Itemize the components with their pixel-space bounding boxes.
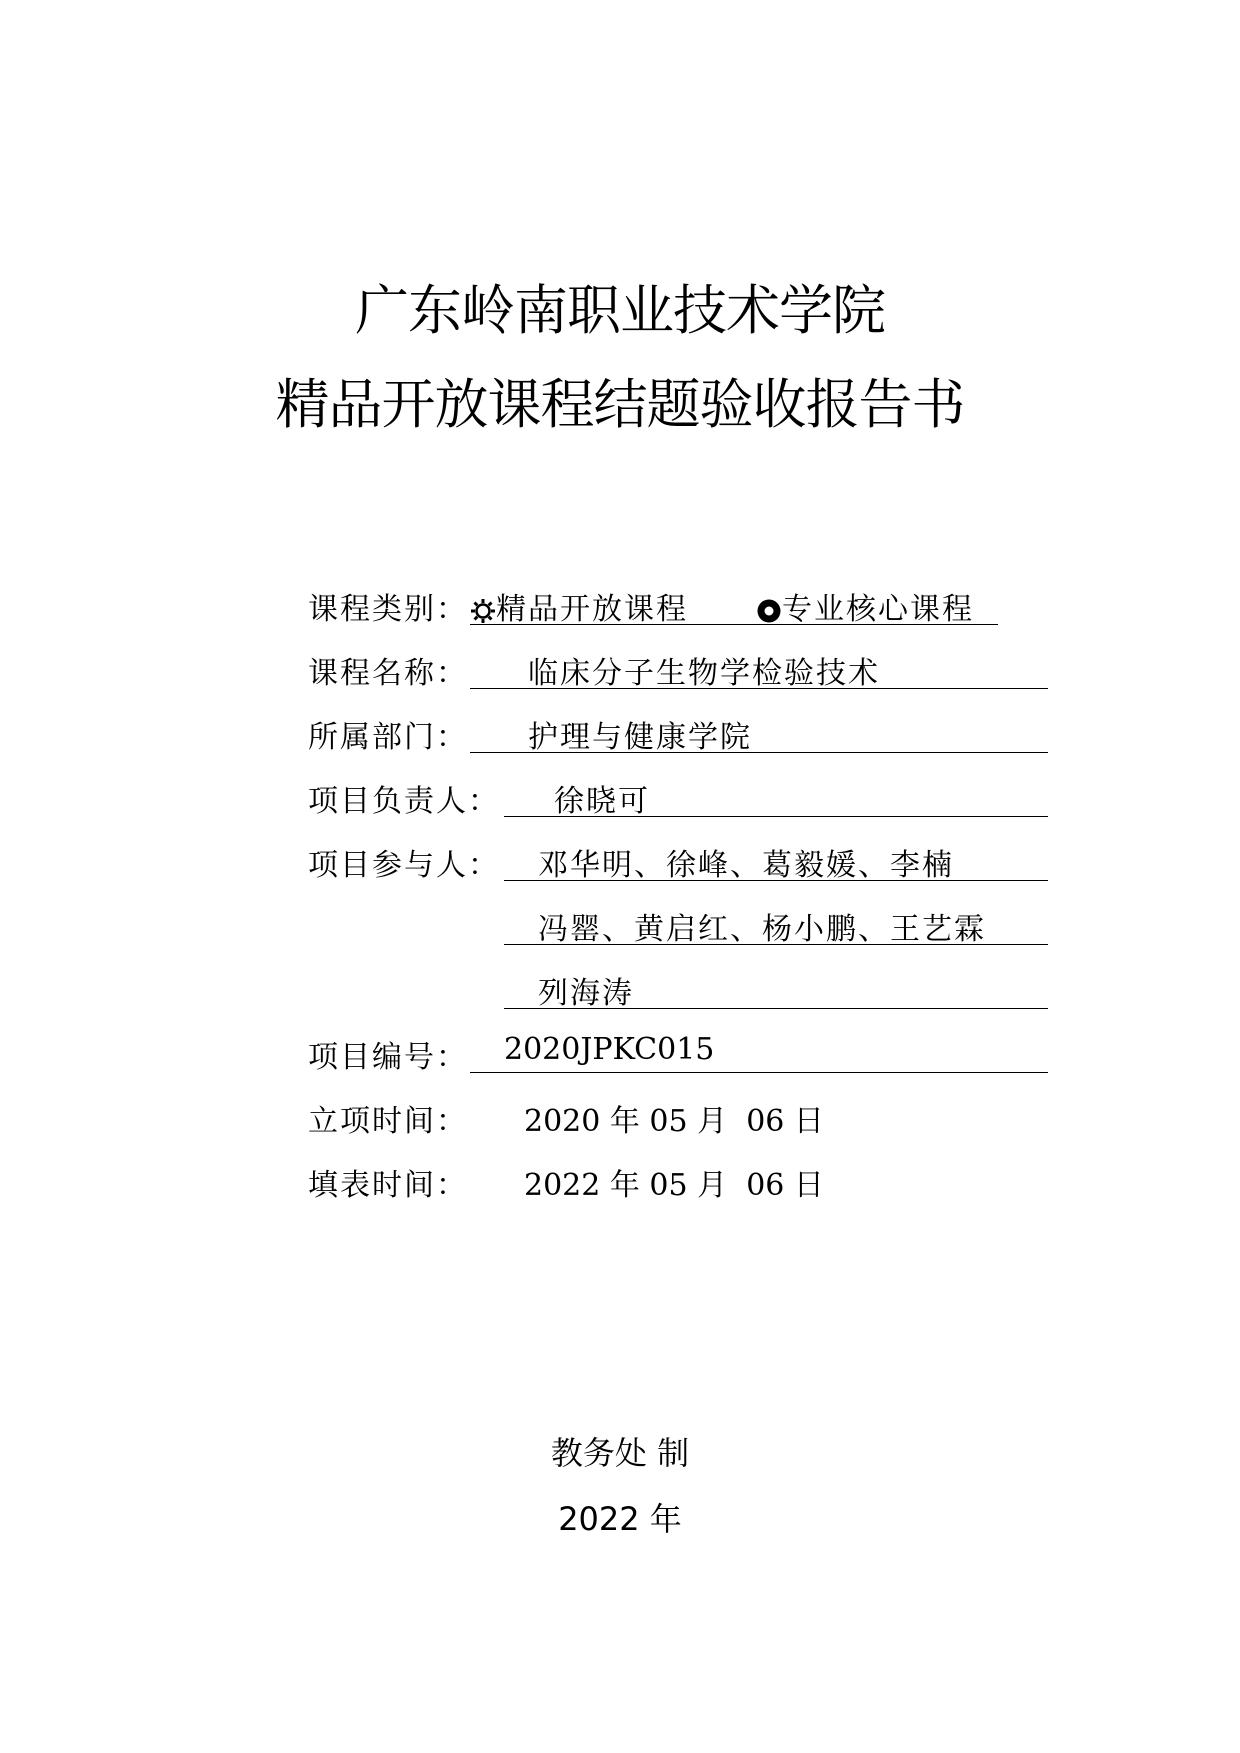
document-title-line1: 广东岭南职业技术学院 [355, 279, 885, 342]
participants-line1: 邓华明、徐峰、葛毅媛、李楠 [538, 848, 954, 883]
leader-value: 徐晓可 [554, 784, 650, 819]
fill-date-label: 填表时间： [308, 1168, 468, 1203]
issue-year: 2022 年 [558, 1500, 682, 1538]
category-option-core[interactable] [756, 584, 974, 628]
department-label: 所属部门： [308, 720, 468, 755]
leader-label: 项目负责人： [308, 784, 500, 819]
radio-selected-icon [756, 598, 782, 624]
start-date-label: 立项时间： [308, 1104, 468, 1139]
project-no-label: 项目编号： [308, 1040, 468, 1075]
category-option-open[interactable] [470, 584, 688, 628]
document-title-line2: 精品开放课程结题验收报告书 [275, 373, 965, 436]
gear-option-icon [470, 598, 496, 624]
category-option-open-label: 精品开放课程 [496, 592, 688, 627]
course-name-value: 临床分子生物学检验技术 [528, 656, 880, 691]
participants-line3: 列海涛 [538, 976, 634, 1011]
issuer-text: 教务处 制 [550, 1434, 690, 1472]
department-value: 护理与健康学院 [528, 720, 752, 755]
start-date-value: 2020 年 05 月 06 日 [524, 1104, 824, 1139]
category-option-core-label: 专业核心课程 [782, 592, 974, 627]
participants-line2: 冯罂、黄启红、杨小鹏、王艺霖 [538, 912, 986, 947]
category-label: 课程类别： [308, 592, 468, 627]
project-no-value: 2020JPKC015 [504, 1032, 715, 1067]
participants-label: 项目参与人： [308, 848, 500, 883]
fill-date-value: 2022 年 05 月 06 日 [524, 1168, 824, 1203]
course-name-label: 课程名称： [308, 656, 468, 691]
